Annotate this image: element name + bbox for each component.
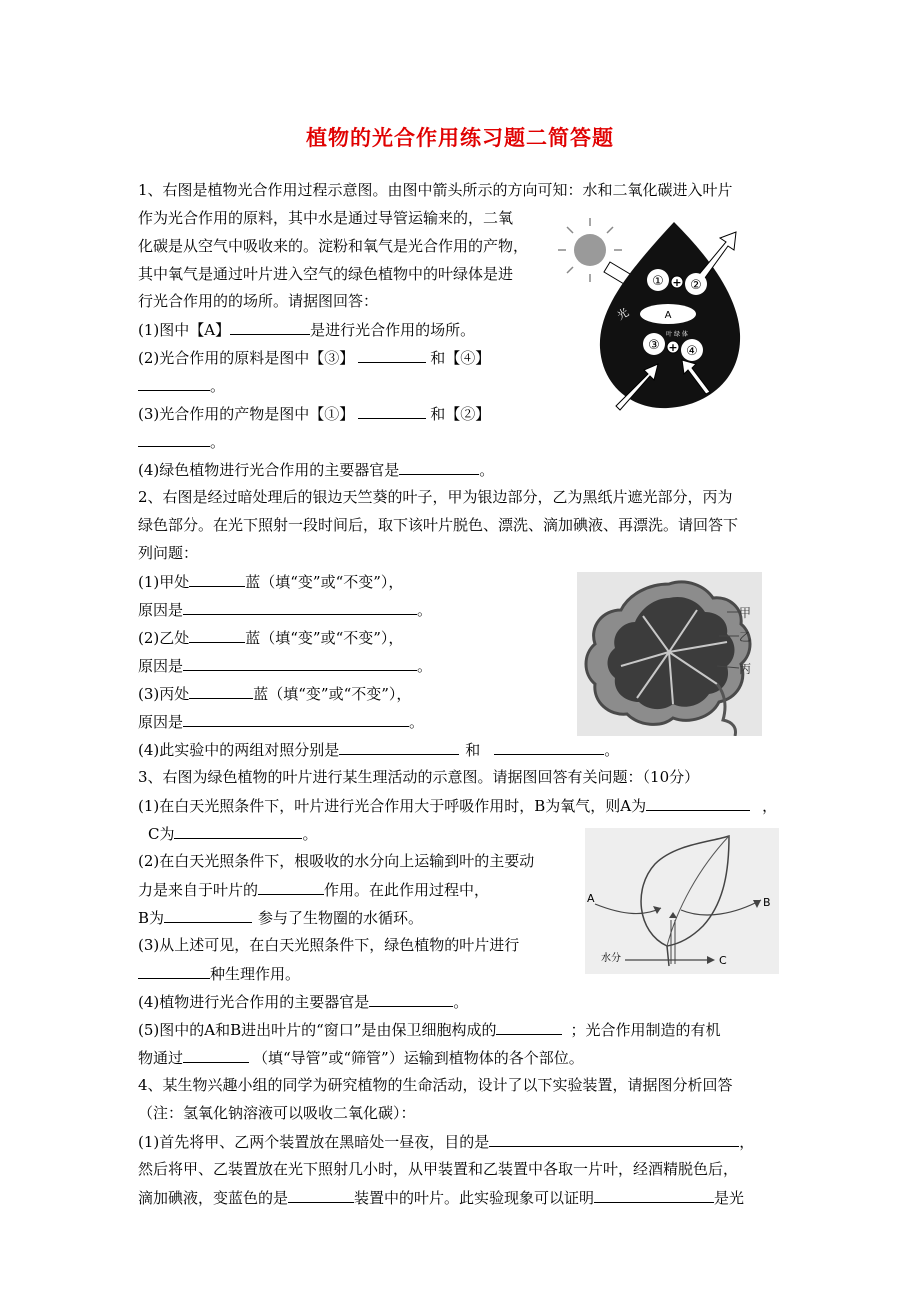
page-title: 植物的光合作用练习题二简答题 <box>306 125 614 150</box>
label-yi: 乙 <box>739 630 752 644</box>
answer-blank[interactable] <box>189 571 245 587</box>
q3-sub-3: (3)从上述可见，在白天光照条件下，绿色植物的叶片进行 <box>138 936 520 954</box>
q3-sub-4: (4)植物进行光合作用的主要器官是 。 <box>138 993 469 1011</box>
q4-line-1: 4、某生物兴趣小组的同学为研究植物的生命活动，设计了以下实验装置，请据图分析回答 <box>138 1076 733 1094</box>
q1-sub-2-cont: 。 <box>138 375 225 396</box>
q1-intro-line-5: 行光合作用的的场所。请据图回答： <box>138 292 379 310</box>
q1-intro-line-4: 其中氧气是通过叶片进入空气的绿色植物中的叶绿体是进 <box>138 265 514 283</box>
q3-intro: 3、右图为绿色植物的叶片进行某生理活动的示意图。请据图回答有关问题：（10分） <box>138 768 700 786</box>
leaf-gas-exchange-figure <box>585 828 779 974</box>
label-4: ④ <box>686 344 698 359</box>
label-chloroplast: 叶 绿 体 <box>666 331 688 338</box>
answer-blank[interactable] <box>399 459 479 475</box>
label-c: C <box>719 954 727 967</box>
q4-line-4: 然后将甲、乙装置放在光下照射几小时，从甲装置和乙装置中各取一片叶，经酒精脱色后， <box>138 1160 739 1178</box>
q3-sub-1-cont: C为 。 <box>148 825 318 843</box>
q3-sub-2-cont-2: B为 参与了生物圈的水循环。 <box>138 909 424 927</box>
plus-icon: + <box>668 341 678 354</box>
q2-intro-line-2: 绿色部分。在光下照射一段时间后，取下该叶片脱色、漂洗、滴加碘液、再漂洗。请回答下 <box>138 516 739 534</box>
q3-sub-1: (1)在白天光照条件下，叶片进行光合作用大于呼吸作用时，B为氧气，则A为 ， <box>138 797 778 815</box>
q1-sub-4: (4)绿色植物进行光合作用的主要器官是 。 <box>138 461 495 479</box>
q2-sub-3: (3)丙处 蓝（填“变”或“不变”）， <box>138 685 412 703</box>
answer-blank[interactable] <box>183 599 417 615</box>
answer-blank[interactable] <box>183 655 417 671</box>
q3-sub-5-cont: 物通过 （填“导管”或“筛管”）运输到植物体的各个部位。 <box>138 1049 584 1067</box>
q3-sub-5: (5)图中的A和B进出叶片的“窗口”是由保卫细胞构成的 ；光合作用制造的有机 <box>138 1021 721 1039</box>
q4-sub-1: (1)首先将甲、乙两个装置放在黑暗处一昼夜，目的是 ， <box>138 1133 755 1151</box>
answer-blank[interactable] <box>358 403 426 419</box>
answer-blank[interactable] <box>189 627 245 643</box>
answer-blank[interactable] <box>369 991 453 1007</box>
answer-blank[interactable] <box>164 907 252 923</box>
answer-blank[interactable] <box>258 879 324 895</box>
answer-blank[interactable] <box>494 739 604 755</box>
q3-sub-2: (2)在白天光照条件下，根吸收的水分向上运输到叶的主要动 <box>138 852 535 870</box>
answer-blank[interactable] <box>339 739 459 755</box>
answer-blank[interactable] <box>138 375 210 391</box>
q4-line-5: 滴加碘液，变蓝色的是 装置中的叶片。此实验现象可以证明 是光 <box>138 1189 745 1207</box>
q1-intro-line-1: 1、右图是植物光合作用过程示意图。由图中箭头所示的方向可知：水和二氧化碳进入叶片 <box>138 181 733 199</box>
answer-blank[interactable] <box>138 431 210 447</box>
geranium-leaf-figure <box>577 572 762 736</box>
plus-icon: + <box>672 276 682 289</box>
q1-sub-3-cont: 。 <box>138 431 225 452</box>
label-jia: 甲 <box>739 606 752 620</box>
photosynthesis-leaf-diagram <box>556 214 756 414</box>
q1-sub-2: (2)光合作用的原料是图中【③】 和【④】 <box>138 349 491 367</box>
answer-blank[interactable] <box>489 1131 739 1147</box>
label-a: A <box>587 892 595 905</box>
label-3: ③ <box>648 338 660 353</box>
q1-sub-3: (3)光合作用的产物是图中【①】 和【②】 <box>138 405 491 423</box>
label-b: B <box>763 896 771 909</box>
q2-reason-2: 原因是 。 <box>138 657 433 675</box>
sun-icon <box>574 234 606 266</box>
answer-blank[interactable] <box>183 711 409 727</box>
q3-sub-2-cont: 力是来自于叶片的 作用。在此作用过程中， <box>138 881 490 899</box>
q2-reason-3: 原因是 。 <box>138 713 425 731</box>
q2-intro-line-1: 2、右图是经过暗处理后的银边天竺葵的叶子，甲为银边部分，乙为黑纸片遮光部分，丙为 <box>138 488 733 506</box>
q1-intro-line-3: 化碳是从空气中吸收来的。淀粉和氧气是光合作用的产物， <box>138 237 529 255</box>
answer-blank[interactable] <box>358 347 426 363</box>
answer-blank[interactable] <box>189 683 253 699</box>
answer-blank[interactable] <box>183 1047 249 1063</box>
label-bing: 丙 <box>739 662 752 676</box>
answer-blank[interactable] <box>288 1187 354 1203</box>
answer-blank[interactable] <box>646 795 750 811</box>
q4-line-2: （注：氢氧化钠溶液可以吸收二氧化碳）： <box>138 1104 416 1122</box>
q2-intro-line-3: 列问题： <box>138 544 199 562</box>
q2-sub-4: (4)此实验中的两组对照分别是 和 。 <box>138 741 620 759</box>
q2-sub-2: (2)乙处 蓝（填“变”或“不变”）， <box>138 629 404 647</box>
q1-sub-1: (1)图中【A】 是进行光合作用的场所。 <box>138 321 476 339</box>
answer-blank[interactable] <box>138 963 210 979</box>
light-label: 光 <box>615 305 632 323</box>
answer-blank[interactable] <box>496 1019 562 1035</box>
label-a: A <box>664 310 672 321</box>
q2-reason-1: 原因是 。 <box>138 601 433 619</box>
label-2: ② <box>690 278 702 293</box>
q2-sub-1: (1)甲处 蓝（填“变”或“不变”）， <box>138 573 404 591</box>
answer-blank[interactable] <box>174 823 302 839</box>
label-water: 水分 <box>601 953 621 964</box>
answer-blank[interactable] <box>594 1187 714 1203</box>
q1-intro-line-2: 作为光合作用的原料，其中水是通过导管运输来的，二氧 <box>138 209 514 227</box>
q3-sub-3-cont: 种生理作用。 <box>138 963 300 984</box>
label-1: ① <box>652 274 664 289</box>
answer-blank[interactable] <box>230 319 310 335</box>
